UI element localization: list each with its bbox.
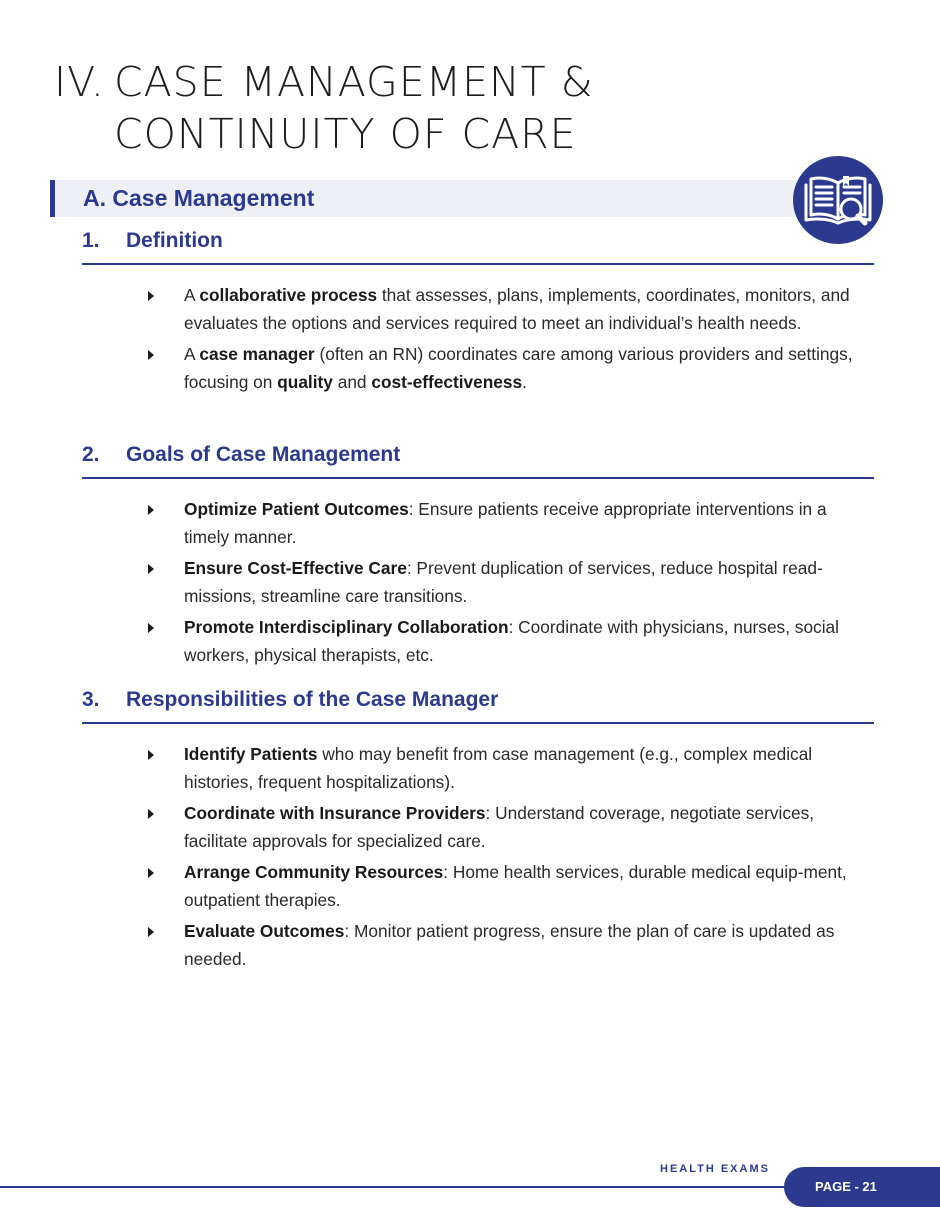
bullet-arrow-icon: [148, 291, 154, 301]
bullet-arrow-icon: [148, 750, 154, 760]
bullet-item: [82, 554, 874, 610]
chapter-title-line-2: [54, 108, 594, 160]
bullet-bold-text: Promote Interdisciplinary Collaboration: [184, 617, 509, 637]
bullet-bold-text: quality: [277, 372, 333, 392]
chapter-title-text-2: CONTINUITY OF CARE: [114, 110, 577, 158]
bullet-arrow-icon: [148, 505, 154, 515]
subsection-title: Responsibilities of the Case Manager: [126, 688, 499, 711]
section-header-bar: [50, 180, 800, 217]
subsection-header: [82, 688, 874, 724]
bullet-arrow-icon: [148, 927, 154, 937]
bullet-text: : Understand coverage, negotiate services, facilitate approvals for specialized care.: [184, 803, 815, 851]
bullet-arrow-icon: [148, 350, 154, 360]
bullet-text: that assesses, plans, implements, coordinates, monitors, and evaluates the options and services required to meet an individual’s health needs.: [184, 285, 850, 333]
bullet-bold-text: case manager: [199, 344, 315, 364]
bullet-bold-text: collaborative process: [199, 285, 378, 305]
bullet-item: [82, 495, 874, 551]
subsection-number: 2.: [82, 443, 100, 466]
bullet-item: [82, 799, 874, 855]
bullet-bold-text: Arrange Community Resources: [184, 862, 444, 882]
bullet-item: [82, 858, 874, 914]
bullet-bold-text: Ensure Cost-Effective Care: [184, 558, 407, 578]
chapter-title-line-1: [54, 56, 594, 108]
bullet-item: [82, 281, 874, 337]
bullet-bold-text: Coordinate with Insurance Providers: [184, 803, 486, 823]
subsection-goals: [82, 443, 874, 672]
subsection-number: 1.: [82, 229, 100, 252]
chapter-number: IV.: [54, 58, 105, 106]
bullet-text: : Coordinate with physicians, nurses, social workers, physical therapists, etc.: [184, 617, 839, 665]
page-number-badge: PAGE - 21: [784, 1167, 940, 1207]
bullet-bold-text: cost-effectiveness: [371, 372, 523, 392]
chapter-title-text-1: CASE MANAGEMENT &: [114, 58, 594, 106]
bullet-item: [82, 740, 874, 796]
chapter-title: [54, 56, 594, 160]
bullet-text: A: [184, 344, 200, 364]
bullet-text: : Prevent duplication of services, reduce hospital read-missions, streamline care transitions.: [184, 558, 823, 606]
bullet-list: [82, 724, 874, 973]
footer-divider: [0, 1186, 800, 1188]
footer-label: HEALTH EXAMS: [660, 1163, 770, 1175]
bullet-bold-text: Identify Patients: [184, 744, 318, 764]
bullet-text: : Ensure patients receive appropriate interventions in a timely manner.: [184, 499, 827, 547]
bullet-text: : Monitor patient progress, ensure the plan of care is updated as needed.: [184, 921, 835, 969]
bullet-text: who may benefit from case management (e.g., complex medical histories, frequent hospitalizations).: [184, 744, 813, 792]
bullet-arrow-icon: [148, 623, 154, 633]
bullet-bold-text: Evaluate Outcomes: [184, 921, 345, 941]
subsection-title: Goals of Case Management: [126, 443, 401, 466]
subsection-responsibilities: [82, 688, 874, 976]
bullet-arrow-icon: [148, 868, 154, 878]
subsection-header: [82, 443, 874, 479]
subsection-definition: [82, 229, 874, 399]
bullet-bold-text: Optimize Patient Outcomes: [184, 499, 409, 519]
section-title: A. Case Management: [83, 185, 315, 211]
bullet-text: (often an RN) coordinates care among various providers and settings, focusing on: [184, 344, 853, 392]
bullet-text: A: [184, 285, 200, 305]
bullet-text: .: [522, 372, 527, 392]
bullet-item: [82, 917, 874, 973]
subsection-title: Definition: [126, 229, 223, 252]
bullet-list: [82, 479, 874, 669]
subsection-number: 3.: [82, 688, 100, 711]
bullet-text: : Home health services, durable medical equip-ment, outpatient therapies.: [184, 862, 847, 910]
bullet-list: [82, 265, 874, 396]
bullet-arrow-icon: [148, 809, 154, 819]
subsection-header: [82, 229, 874, 265]
bullet-item: [82, 613, 874, 669]
bullet-item: [82, 340, 874, 396]
bullet-text: and: [332, 372, 372, 392]
bullet-arrow-icon: [148, 564, 154, 574]
